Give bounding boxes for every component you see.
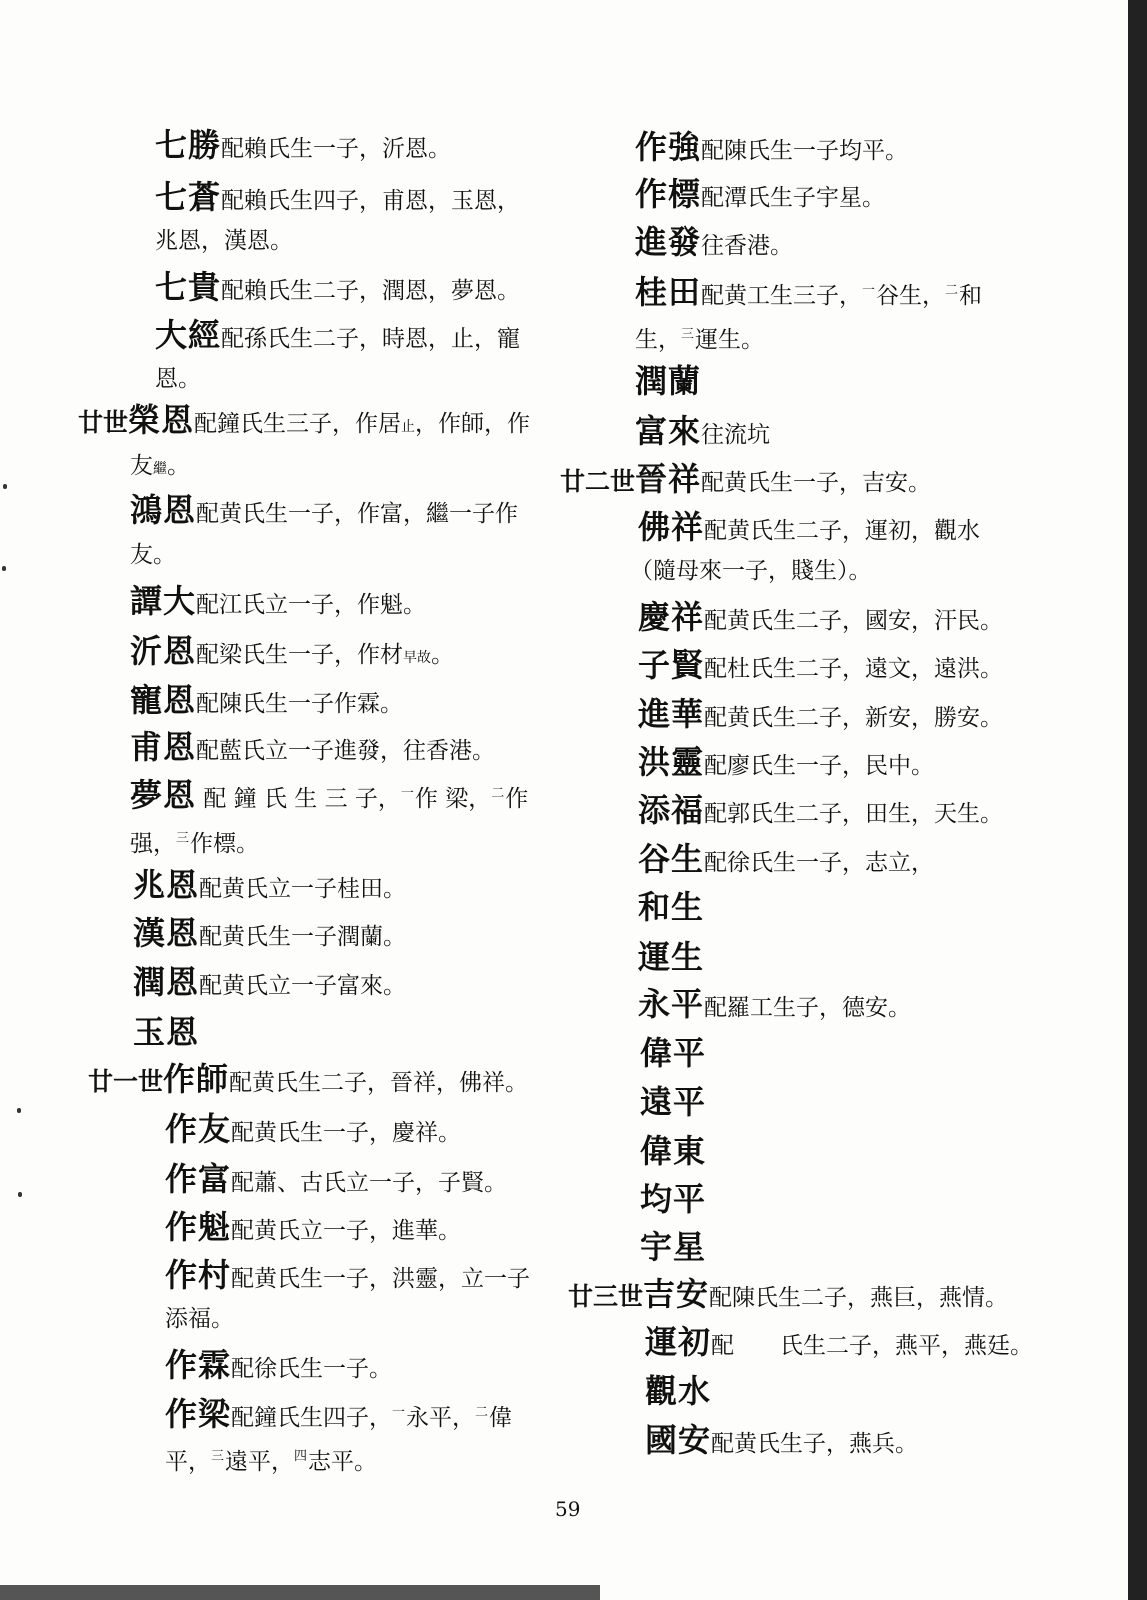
- entry-yongping: [638, 987, 911, 1025]
- entry-text: 配鐘氏生四子，: [231, 1405, 393, 1431]
- person-name: 作友: [165, 1110, 232, 1148]
- entry-text: 配蕭、古氏立一子，子賢。: [231, 1170, 508, 1196]
- person-name: 大經: [155, 316, 222, 354]
- entry-text: 配黄氏生子，燕兵。: [711, 1431, 919, 1457]
- entry-text: 配黄氏生一子，作富，繼一子作: [196, 501, 519, 527]
- person-name: 洪靈: [638, 743, 705, 781]
- entry-weidong: [640, 1134, 706, 1172]
- entry-runlan: [635, 364, 701, 402]
- ordinal-mark: 一: [392, 1405, 406, 1420]
- person-name: 作魁: [165, 1208, 232, 1246]
- entry-text: 配黄氏生一子，慶祥。: [231, 1120, 462, 1146]
- entry-qingxiang: [638, 600, 1003, 638]
- entry-text: 往香港。: [701, 233, 794, 259]
- person-name: 谷生: [638, 840, 705, 878]
- person-name: 運生: [638, 938, 705, 976]
- person-name: 國安: [645, 1421, 712, 1459]
- entry-qicang: [155, 180, 520, 218]
- person-name: 子賢: [638, 646, 705, 684]
- entry-zuoqiang: [635, 130, 908, 168]
- person-name: 佛祥: [638, 508, 705, 546]
- person-name: 作村: [165, 1256, 232, 1294]
- entry-jinfa: [635, 225, 793, 263]
- generation-label: 廿世: [78, 408, 129, 437]
- entry-weiping: [640, 1036, 706, 1074]
- entry-continuation: [165, 1440, 377, 1479]
- entry-continuation: 添福。: [165, 1306, 234, 1332]
- entry-text: 。: [167, 453, 190, 479]
- person-name: 沂恩: [130, 632, 197, 670]
- entry-continuation: 恩。: [155, 366, 201, 392]
- person-name: 兆恩: [133, 866, 200, 904]
- entry-zuoyou: [165, 1112, 461, 1150]
- person-name: 添福: [638, 791, 705, 829]
- entry-text: 生，: [635, 327, 681, 353]
- entry-yunchu: [645, 1325, 1033, 1363]
- entry-text: 配 氏生二子，燕平，燕廷。: [711, 1333, 1034, 1359]
- entry-text: 作標。: [190, 831, 260, 857]
- person-name: 作標: [635, 175, 702, 213]
- entry-text: 配賴氏生四子，甫恩，玉恩，: [221, 188, 521, 214]
- entry-text: 配廖氏生一子，民中。: [704, 753, 935, 779]
- page-number: 59: [555, 1497, 581, 1521]
- entry-text: 配賴氏生二子，潤恩，夢恩。: [221, 278, 521, 304]
- entry-junping: [640, 1182, 706, 1220]
- entry-continuation: 兆恩，漢恩。: [155, 228, 293, 254]
- person-name: 吉安: [643, 1275, 710, 1313]
- entry-text: 志平。: [308, 1449, 378, 1475]
- scan-edge-right: [1128, 0, 1147, 1600]
- entry-gusheng: [638, 842, 934, 880]
- entry-text: 谷生，: [876, 283, 946, 309]
- entry-text: 配陳氏生二子，燕巨，燕情。: [709, 1285, 1009, 1311]
- entry-yuanping: [640, 1085, 706, 1123]
- entry-text: 往流坑: [701, 422, 771, 448]
- entry-text: 配 鐘 氏 生 三 子，: [196, 786, 401, 812]
- person-name: 進發: [635, 223, 702, 261]
- entry-text: 。: [431, 642, 455, 668]
- ordinal-mark: 三: [176, 831, 190, 846]
- entry-text: 永平，: [406, 1405, 476, 1431]
- person-name: 和生: [638, 888, 705, 926]
- entry-yunsheng: [638, 940, 704, 978]
- entry-jinhua: [638, 697, 1003, 735]
- entry-text: 配梁氏生一子，作材: [196, 642, 404, 668]
- person-name: 作霖: [165, 1346, 232, 1384]
- entry-text: 配陳氏生一子均平。: [701, 138, 909, 164]
- person-name: 均平: [640, 1180, 707, 1218]
- entry-foxiang: [638, 510, 980, 548]
- entry-text: 作: [505, 786, 529, 812]
- entry-text: 配孫氏生二子，時恩，止，寵: [221, 326, 521, 352]
- person-name: 桂田: [635, 273, 702, 311]
- entry-text: 偉: [489, 1405, 513, 1431]
- entry-continuation: [130, 822, 259, 861]
- entry-text: 遠平，: [225, 1449, 295, 1475]
- person-name: 七勝: [155, 126, 222, 164]
- entry-continuation: [130, 449, 190, 486]
- left-column: [0, 0, 531, 1520]
- person-name: 榮恩: [128, 401, 195, 439]
- entry-hesheng: [638, 890, 704, 928]
- entry-text: 配黄氏生一子潤蘭。: [199, 924, 407, 950]
- person-name: 玉恩: [133, 1013, 200, 1051]
- person-name: 七貴: [155, 268, 222, 306]
- entry-text: 配鐘氏生三子，作居: [194, 411, 402, 437]
- entry-continuation: 友。: [130, 542, 176, 568]
- scan-edge-bottom-left: [0, 1585, 600, 1600]
- entry-text: 友: [130, 453, 153, 479]
- entry-text: 配黄氏立一子富來。: [199, 973, 407, 999]
- person-name: 偉東: [640, 1132, 707, 1170]
- entry-continuation: [635, 318, 764, 357]
- entry-text: 配杜氏生二子，遠文，遠洪。: [704, 656, 1004, 682]
- entry-guoan: [645, 1423, 918, 1461]
- entry-dajing: [155, 318, 520, 356]
- entry-zuobiao: [635, 177, 885, 215]
- person-name: 潤恩: [133, 963, 200, 1001]
- entry-text: 平，: [165, 1449, 211, 1475]
- entry-zuofu: [165, 1162, 507, 1200]
- entry-text: 運生。: [695, 327, 765, 353]
- entry-qisheng: [155, 128, 451, 166]
- entry-hongen: [130, 493, 518, 531]
- person-name: 觀水: [645, 1372, 712, 1410]
- entry-text: 强，: [130, 831, 176, 857]
- ordinal-mark: 二: [491, 786, 505, 801]
- entry-jian: [568, 1277, 1008, 1315]
- right-column: [560, 0, 1120, 1520]
- entry-text: 配藍氏立一子進發，往香港。: [196, 738, 496, 764]
- person-name: 慶祥: [638, 598, 705, 636]
- entry-hanen: [133, 916, 406, 954]
- ordinal-mark: 二: [945, 283, 959, 298]
- entry-continuation: （隨母來一子，賤生）。: [630, 558, 872, 584]
- ordinal-mark: 一: [862, 283, 876, 298]
- generation-label: 廿一世: [88, 1067, 164, 1096]
- entry-honglin: [638, 745, 934, 783]
- person-name: 偉平: [640, 1034, 707, 1072]
- ordinal-mark: 三: [211, 1449, 225, 1464]
- ordinal-mark: 三: [681, 327, 695, 342]
- person-name: 作強: [635, 128, 702, 166]
- person-name: 富來: [635, 412, 702, 450]
- annotation: 早故: [403, 650, 432, 666]
- entry-text: 配江氏立一子，作魁。: [196, 592, 427, 618]
- person-name: 宇星: [640, 1228, 707, 1266]
- entry-text: 配黄氏生一子，吉安。: [701, 470, 932, 496]
- entry-text: 配黄氏立一子桂田。: [199, 876, 407, 902]
- entry-text: 配潭氏生子宇星。: [701, 185, 886, 211]
- entry-fuen: [130, 730, 495, 768]
- entry-zuokui: [165, 1210, 461, 1248]
- entry-text: 配黄氏生二子，晉祥，佛祥。: [229, 1070, 529, 1096]
- person-name: 遠平: [640, 1083, 707, 1121]
- entry-text: ，作師，作: [415, 411, 531, 437]
- person-name: 寵恩: [130, 681, 197, 719]
- person-name: 晉祥: [635, 460, 702, 498]
- entry-text: 配黄工生三子，: [701, 283, 863, 309]
- person-name: 作富: [165, 1160, 232, 1198]
- person-name: 作梁: [165, 1395, 232, 1433]
- entry-text: 配黄氏生二子，運初，觀水: [704, 518, 981, 544]
- entry-tanda: [130, 584, 426, 622]
- entry-tianfu: [638, 793, 1003, 831]
- entry-qigui: [155, 270, 520, 308]
- entry-text: 配黄氏生二子，國安，汗民。: [704, 608, 1004, 634]
- entry-zuoliang: [165, 1396, 512, 1435]
- entry-mengen: [130, 777, 528, 816]
- person-name: 漢恩: [133, 914, 200, 952]
- generation-label: 廿二世: [560, 467, 636, 496]
- entry-zuocun: [165, 1258, 530, 1296]
- entry-text: 配黄氏立一子，進華。: [231, 1218, 462, 1244]
- person-name: 作師: [163, 1060, 230, 1098]
- annotation: 止: [401, 419, 416, 435]
- person-name: 進華: [638, 695, 705, 733]
- entry-zuoshi: [88, 1062, 528, 1100]
- entry-text: 配羅工生子，德安。: [704, 995, 912, 1021]
- entry-jinxiang: [560, 462, 931, 500]
- entry-text: 和: [959, 283, 983, 309]
- person-name: 甫恩: [130, 728, 197, 766]
- entry-yuxing: [640, 1230, 706, 1268]
- entry-chongen: [130, 683, 403, 721]
- entry-text: 配郭氏生二子，田生，天生。: [704, 801, 1004, 827]
- person-name: 七蒼: [155, 178, 222, 216]
- entry-runen: [133, 965, 406, 1003]
- entry-zixian: [638, 648, 1003, 686]
- entry-text: 配徐氏生一子。: [231, 1356, 393, 1382]
- person-name: 運初: [645, 1323, 712, 1361]
- person-name: 鴻恩: [130, 491, 197, 529]
- ordinal-mark: 四: [294, 1449, 308, 1464]
- entry-zuolin: [165, 1348, 392, 1386]
- generation-label: 廿三世: [568, 1282, 644, 1311]
- person-name: 譚大: [130, 582, 197, 620]
- entry-yien: [130, 634, 454, 675]
- entry-text: 配陳氏生一子作霖。: [196, 691, 404, 717]
- entry-text: 配黄氏生一子，洪靈，立一子: [231, 1266, 531, 1292]
- person-name: 夢恩: [130, 776, 197, 814]
- entry-rongen: [78, 403, 530, 444]
- entry-text: 作 梁，: [414, 786, 492, 812]
- entry-text: 配黄氏生二子，新安，勝安。: [704, 705, 1004, 731]
- person-name: 永平: [638, 985, 705, 1023]
- entry-text: 配徐氏生一子，志立，: [704, 850, 935, 876]
- entry-fulai: [635, 414, 770, 452]
- ordinal-mark: 一: [400, 786, 414, 801]
- ordinal-mark: 二: [475, 1405, 489, 1420]
- annotation: 繼: [153, 461, 167, 477]
- entry-zhaoen: [133, 868, 406, 906]
- entry-yuen: [133, 1015, 199, 1053]
- entry-guitian: [635, 274, 982, 313]
- entry-text: 配賴氏生一子，沂恩。: [221, 136, 452, 162]
- person-name: 潤蘭: [635, 362, 702, 400]
- entry-guanshui: [645, 1374, 711, 1412]
